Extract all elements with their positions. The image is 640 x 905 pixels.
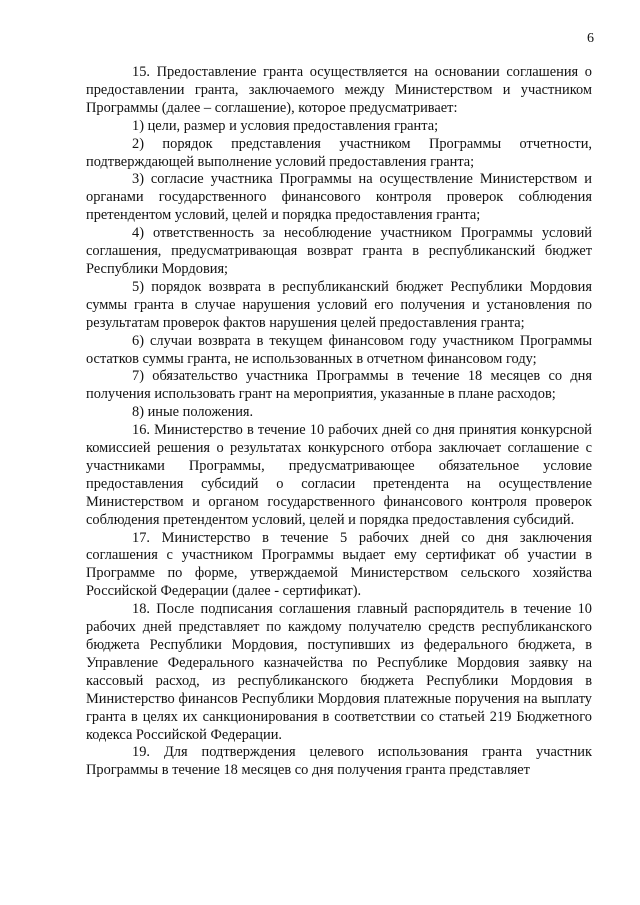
paragraph-16: 16. Министерство в течение 10 рабочих дней со дня принятия конкурсной комиссией решения о результатах конкурсного отбора заключает соглашение с участниками Программы, предусматривающее обязательное условие предоставления субсидий о согласии претендента на осуществление Министерством и органом государственного финансового контроля проверок соблюдения претендентом условий, целей и порядка предоставления субсидий. — [86, 422, 592, 528]
list-item-2: 2) порядок представления участником Программы отчетности, подтверждающей выполнение условий предоставления гранта; — [86, 135, 592, 170]
list-item-8: 8) иные положения. — [132, 404, 254, 421]
list-item-3: 3) согласие участника Программы на осуществление Министерством и органами государственного финансового контроля проверок соблюдения претендентом условий, целей и порядка предоставления гранта; — [86, 171, 592, 224]
paragraph-18: 18. После подписания соглашения главный распорядитель в течение 10 рабочих дней представляет по каждому получателю средств республиканского бюджета Республики Мордовия, поступивших из федерального бюджета, в Управление Федерального казначейства по Республике Мордовия заявку на кассовый расход, из республиканского бюджета Республики Мордовия в Министерство финансов Республики Мордовия платежные поручения на выплату гранта в целях их санкционирования в соответствии со статьей 219 Бюджетного кодекса Российской Федерации. — [86, 601, 592, 743]
list-item-4: 4) ответственность за несоблюдение участником Программы условий соглашения, предусматривающая возврат гранта в республиканский бюджет Республики Мордовия; — [86, 225, 592, 277]
paragraph-15: 15. Предоставление гранта осуществляется на основании соглашения о предоставлении гранта, заключаемого между Министерством и участником Программы (далее – соглашение), которое предусматривает: — [86, 64, 592, 116]
document-body — [86, 64, 592, 780]
paragraph-19: 19. Для подтверждения целевого использования гранта участник Программы в течение 18 месяцев со дня получения гранта представляет — [86, 744, 592, 779]
list-item-7: 7) обязательство участника Программы в течение 18 месяцев со дня получения использовать грант на мероприятия, указанные в плане расходов; — [86, 368, 592, 403]
page-number: 6 — [587, 31, 594, 46]
list-item-1: 1) цели, размер и условия предоставления гранта; — [132, 117, 439, 134]
list-item-5: 5) порядок возврата в республиканский бюджет Республики Мордовия суммы гранта в случае нарушения условий его получения и установления по результатам проверок фактов нарушения целей предоставления гранта; — [86, 278, 592, 331]
list-item-6: 6) случаи возврата в текущем финансовом году участником Программы остатков суммы гранта, не использованных в отчетном финансовом году; — [86, 332, 592, 367]
paragraph-17: 17. Министерство в течение 5 рабочих дней со дня заключения соглашения с участником Программы выдает ему сертификат об участии в Программе по форме, утверждаемой Министерством сельского хозяйства Российской Федерации (далее - сертификат). — [86, 529, 592, 600]
